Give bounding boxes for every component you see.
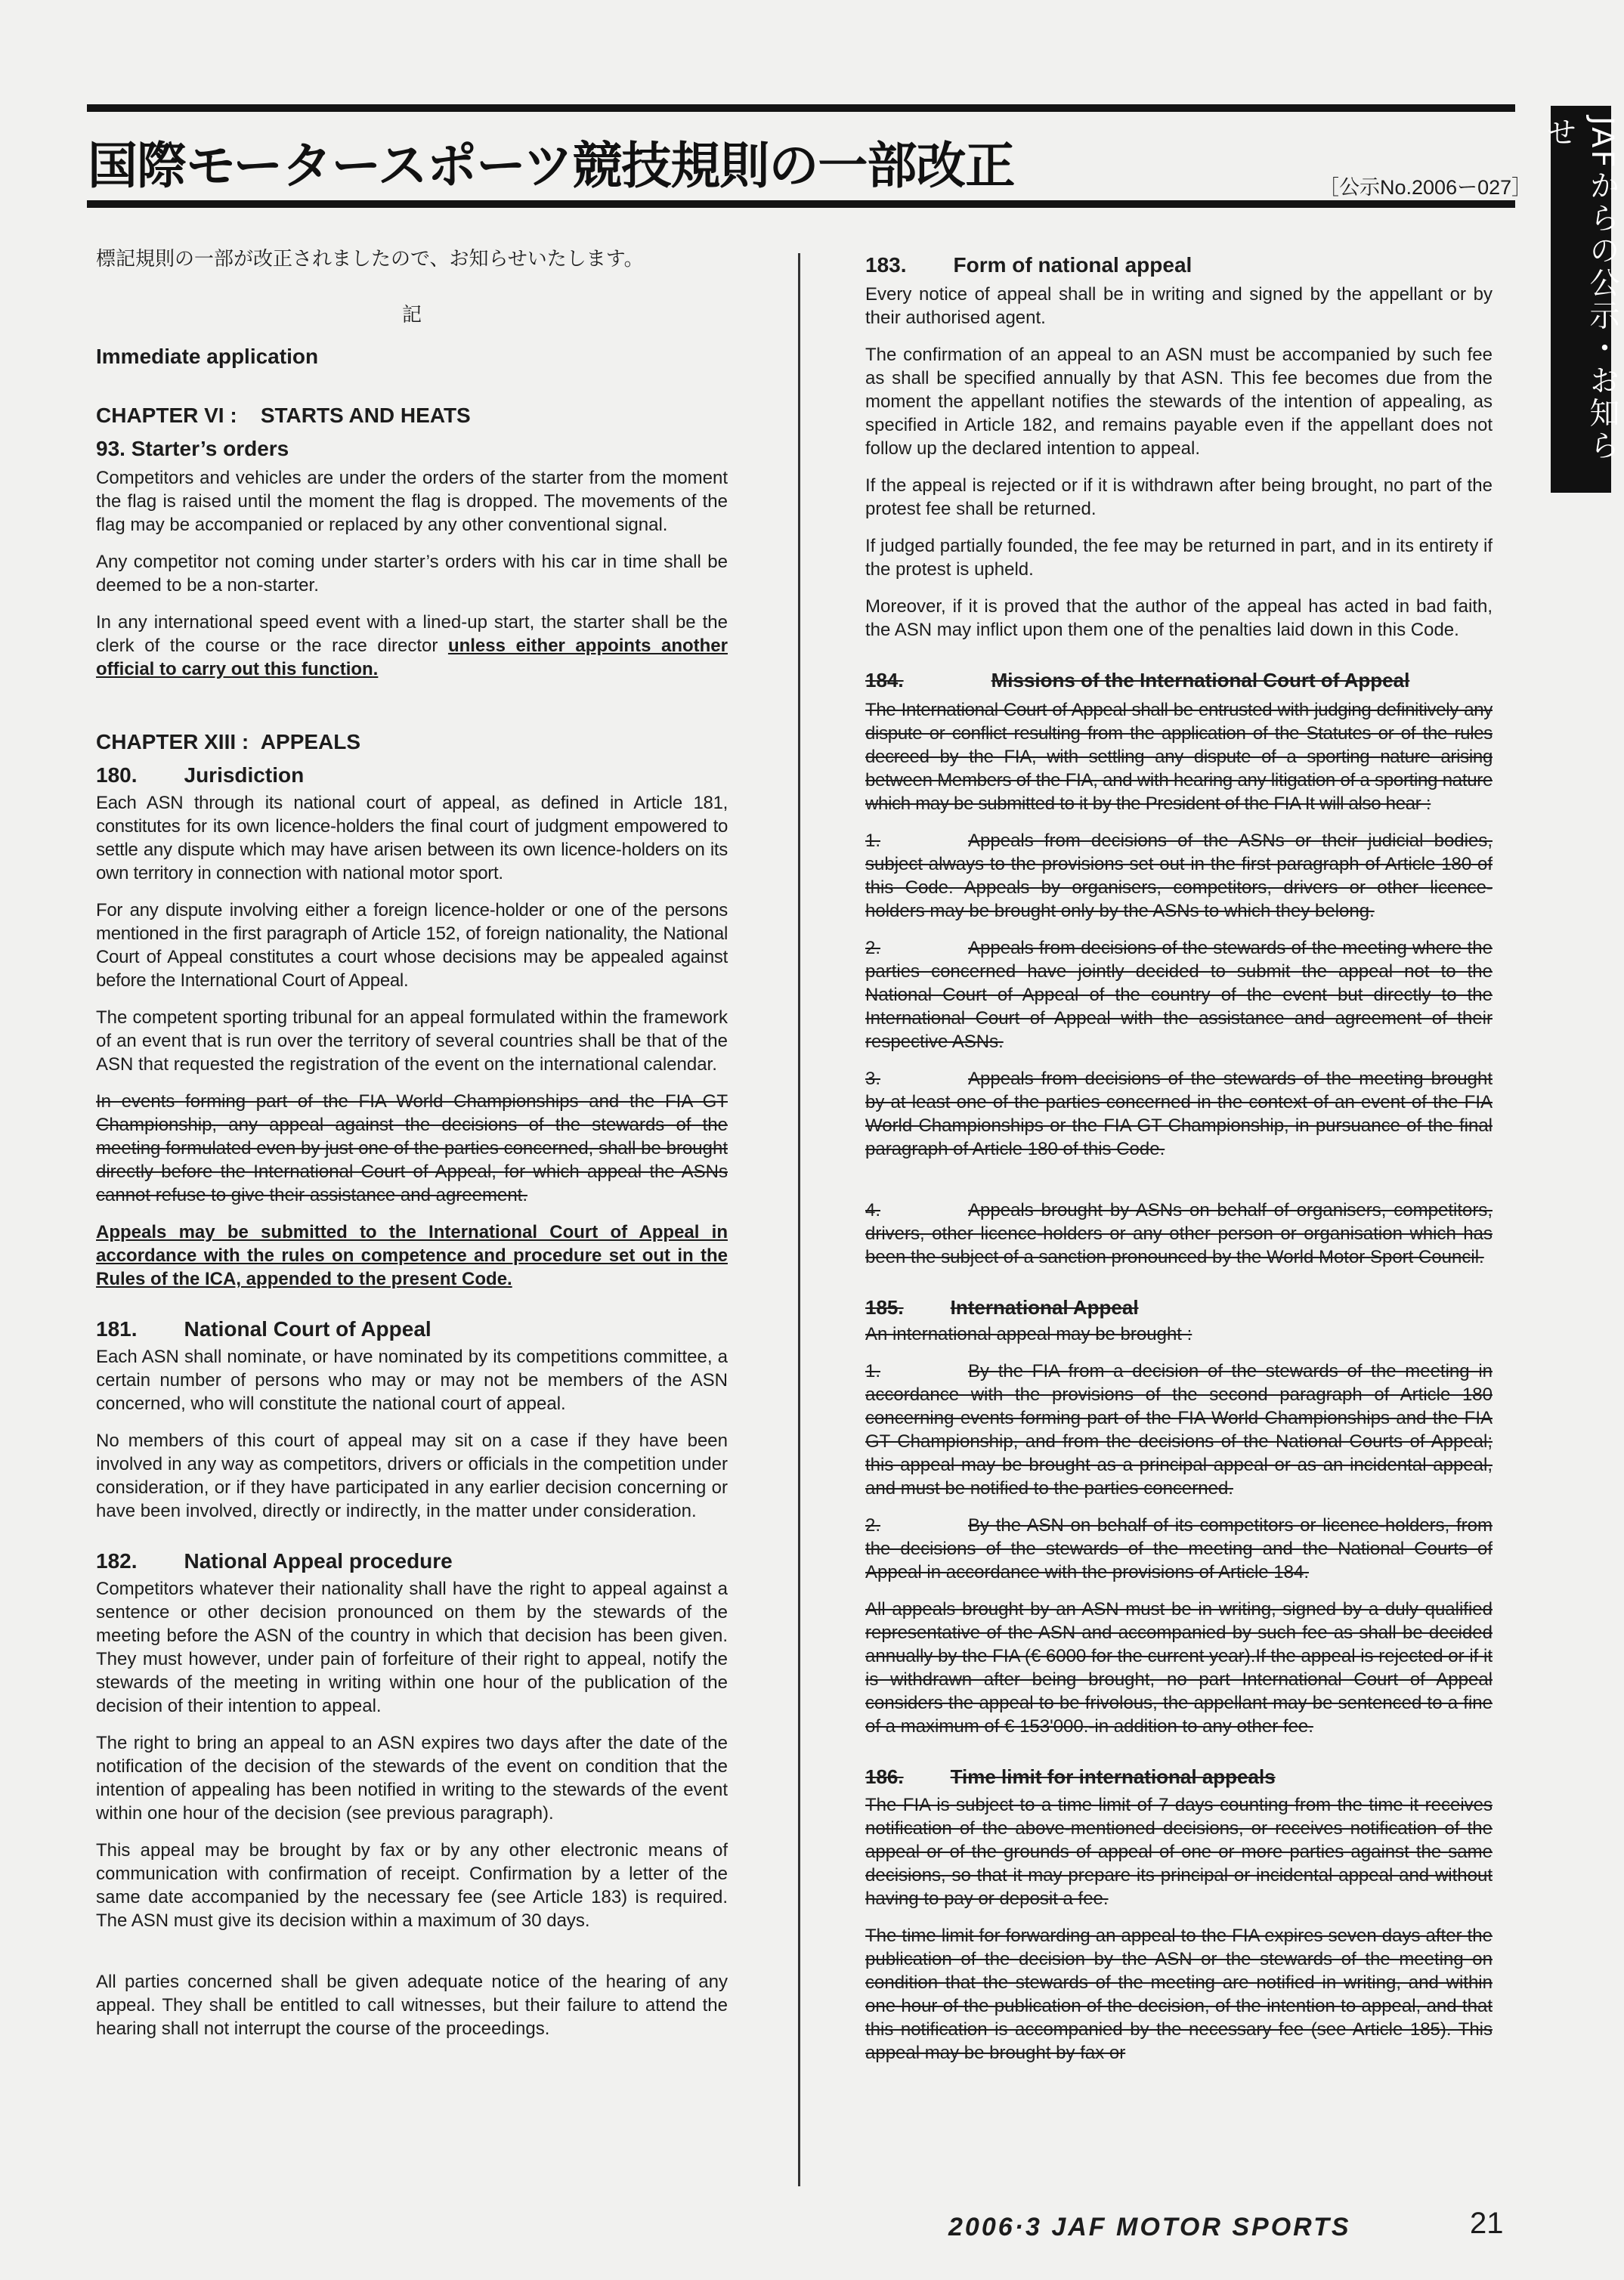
a184-intro-struck: The International Court of Appeal shall be entrusted with judging definitively any dispute or conflict resulting from the application of the Statutes or of the rules decreed by the FIA, with settling any dispute of a sporting nature arising between Members of the FIA, and with hearing any litigation of a sporting nature which may be submitted to it by the President of the FIA It will also hear :: [865, 700, 1493, 814]
page-title: 国際モータースポーツ競技規則の一部改正: [88, 137, 1015, 195]
ki-marker: 記: [401, 304, 422, 326]
article-181-heading: 181. National Court of Appeal: [96, 1317, 432, 1341]
a180-paragraph-4-struck: In events forming part of the FIA World Championships and the FIA GT Championship, any appeal against the decisions of the stewards of the meeting formulated even by just one of the parties concerned, shall be brought directly before the International Court of Appeal, for which appeal the ASNs cannot refuse to give their assistance and agreement.: [96, 1091, 728, 1205]
top-rule: [87, 104, 1515, 112]
article-180-heading: 180. Jurisdiction: [96, 763, 305, 787]
notice-number: ［公示No.2006ー027］: [1319, 176, 1533, 199]
a180-paragraph-5-underlined: Appeals may be submitted to the International Court of Appeal in accordance with the rules on competence and procedure set out in the Rules of the ICA, appended to the present Code.: [96, 1222, 728, 1289]
a184-item-4-struck: 4. Appeals brought by ASNs on behalf of organisers, competitors, drivers, other licence-holders or any other person or organisation which has been the subject of a sanction pronounced by the World Motor Sport Council.: [865, 1200, 1493, 1267]
a183-paragraph-1: Every notice of appeal shall be in writing and signed by the appellant or by their authorised agent.: [865, 284, 1493, 328]
a93-paragraph-1: Competitors and vehicles are under the orders of the starter from the moment the flag is raised until the moment the flag is dropped. The movements of the flag may be accompanied or replaced by any other conventional signal.: [96, 468, 728, 535]
intro-japanese: 標記規則の一部が改正されましたので、お知らせいたします。: [96, 248, 644, 271]
a182-paragraph-1: Competitors whatever their nationality shall have the right to appeal against a sentence or other decision pronounced on them by the stewards of the meeting before the ASN of the country in which that decision has been given. They must however, under pain of forfeiture of their right to appeal, notify the stewards of the meeting in writing within one hour of the publication of the decision of their intention to appeal.: [96, 1579, 728, 1716]
article-93-heading: 93. Starter’s orders: [96, 437, 289, 460]
a183-paragraph-3: If the appeal is rejected or if it is withdrawn after being brought, no part of the protest fee shall be returned.: [865, 475, 1493, 519]
a185-intro-struck: An international appeal may be brought :: [865, 1324, 1192, 1344]
a181-paragraph-1: Each ASN shall nominate, or have nominated by its competitions committee, a certain number of persons who may or may not be members of the ASN concerned, who will constitute the national court of appeal.: [96, 1347, 728, 1414]
article-186-heading-struck: 186. Time limit for international appeals: [865, 1765, 1276, 1788]
left-column: [96, 248, 728, 2040]
a184-item-3-struck: 3. Appeals from decisions of the stewards of the meeting brought by at least one of the parties concerned in the context of an event of the FIA World Championships or the FIA GT Championship, in pursuance of the final paragraph of Article 180 of this Code.: [865, 1069, 1493, 1159]
article-184-heading-struck: 184. Missions of the International Court of Appeal: [865, 669, 1410, 691]
a183-paragraph-2: The confirmation of an appeal to an ASN must be accompanied by such fee as shall be specified annually by that ASN. This fee becomes due from the moment the appellant notifies the stewards of the intention of appealing, as specified in Article 182, and remains payable even if the appellant does not follow up the declared intention to appeal.: [865, 345, 1493, 459]
a182-paragraph-2: The right to bring an appeal to an ASN expires two days after the date of the notification of the decision of the stewards of the event on condition that the intention of appealing has been notified in writing to the stewards of the event within one hour of the decision (see previous paragraph).: [96, 1733, 728, 1824]
a93-paragraph-3: In any international speed event with a lined-up start, the starter shall be the clerk of the course or the race director unless either appoints another official to carry out this function.: [96, 612, 728, 679]
article-182-heading: 182. National Appeal procedure: [96, 1549, 453, 1573]
right-column: [865, 252, 1493, 2065]
a185-paragraph-3-struck: All appeals brought by an ASN must be in writing, signed by a duly qualified representative of the ASN and accompanied by such fee as shall be decided annually by the FIA (€ 6000 for the current year).If the appeal is rejected or if it is withdrawn after being brought, no part International Court of Appeal considers the appeal to be frivolous, the appellant may be sentenced to a fine of a maximum of € 153'000.-in addition to any other fee.: [865, 1599, 1493, 1737]
chapter-6-heading: CHAPTER VI : STARTS AND HEATS: [96, 404, 471, 427]
a182-paragraph-3: This appeal may be brought by fax or by any other electronic means of communication with confirmation of receipt. Confirmation by a letter of the same date accompanied by the necessary fee (see Article 183) is required. The ASN must give its decision within a maximum of 30 days.: [96, 1840, 728, 1931]
a186-paragraph-2-struck: The time limit for forwarding an appeal to the FIA expires seven days after the publication of the decision by the ASN or the stewards of the meeting on condition that the stewards of the meeting are notified in writing, and within one hour of the publication of the decision, of the intention to appeal, and that this notification is accompanied by the necessary fee (see Article 185). This appeal may be brought by fax or: [865, 1926, 1493, 2063]
column-divider: [798, 253, 800, 2186]
a93-paragraph-2: Any competitor not coming under starter’s orders with his car in time shall be deemed to be a non-starter.: [96, 552, 728, 596]
magazine-footer: 2006·3 JAF MOTOR SPORTS: [948, 2213, 1351, 2241]
title-underline-rule: [87, 200, 1515, 208]
a186-paragraph-1-struck: The FIA is subject to a time limit of 7 days counting from the time it receives notification of the above-mentioned decisions, or receives notification of the appeal or of the grounds of appeal of one or more parties against the same decisions, so that it may prepare its principal or incidental appeal and without having to pay or deposit a fee.: [865, 1795, 1493, 1909]
a182-paragraph-4: All parties concerned shall be given adequate notice of the hearing of any appeal. They shall be entitled to call witnesses, but their failure to attend the hearing shall not interrupt the course of the proceedings.: [96, 1972, 728, 2039]
page-number: 21: [1470, 2207, 1504, 2240]
chapter-13-heading: CHAPTER XIII : APPEALS: [96, 730, 361, 753]
article-183-heading: 183. Form of national appeal: [865, 253, 1192, 277]
side-section-tab: JAFからの公示・お知らせ: [1551, 106, 1611, 493]
article-185-heading-struck: 185. International Appeal: [865, 1296, 1139, 1319]
a185-item-1-struck: 1. By the FIA from a decision of the stewards of the meeting in accordance with the provisions of the second paragraph of Article 180 concerning events forming part of the FIA World Championships and the FIA GT Championship, and from the decisions of the National Courts of Appeal; this appeal may be brought as a principal appeal or as an incidental appeal, and must be notified to the parties concerned.: [865, 1361, 1493, 1499]
a180-paragraph-1: Each ASN through its national court of appeal, as defined in Article 181, constitutes for its own licence-holders the final court of judgment empowered to settle any dispute which may have arisen between its own licence-holders on its own territory in connection with national motor sport.: [96, 793, 728, 883]
a184-item-2-struck: 2. Appeals from decisions of the stewards of the meeting where the parties concerned have jointly decided to submit the appeal not to the National Court of Appeal of the country of the event but directly to the International Court of Appeal with the assistance and agreement of their respective ASNs.: [865, 938, 1493, 1052]
a181-paragraph-2: No members of this court of appeal may sit on a case if they have been involved in any way as competitors, drivers or officials in the competition under consideration, or if they have participated in any earlier decision concerning or have been involved, directly or indirectly, in the matter under consideration.: [96, 1431, 728, 1521]
immediate-application-heading: Immediate application: [96, 345, 319, 368]
a183-paragraph-4: If judged partially founded, the fee may be returned in part, and in its entirety if the protest is upheld.: [865, 536, 1493, 580]
a180-paragraph-2: For any dispute involving either a foreign licence-holder or one of the persons mentioned in the first paragraph of Article 152, of foreign nationality, the National Court of Appeal constitutes a court whose decisions may be appealed against before the International Court of Appeal.: [96, 900, 728, 991]
a184-item-1-struck: 1. Appeals from decisions of the ASNs or their judicial bodies, subject always to the provisions set out in the first paragraph of Article 180 of this Code. Appeals by organisers, competitors, drivers or other licence-holders may be brought only by the ASNs to which they belong.: [865, 831, 1493, 921]
a185-item-2-struck: 2. By the ASN on behalf of its competitors or licence-holders, from the decisions of the stewards of the meeting and the National Courts of Appeal in accordance with the provisions of Article 184.: [865, 1515, 1493, 1582]
a183-paragraph-5: Moreover, if it is proved that the author of the appeal has acted in bad faith, the ASN may inflict upon them one of the penalties laid down in this Code.: [865, 596, 1493, 640]
a180-paragraph-3: The competent sporting tribunal for an appeal formulated within the framework of an event that is run over the territory of several countries shall be that of the ASN that requested the registration of the event on the international calendar.: [96, 1007, 728, 1075]
